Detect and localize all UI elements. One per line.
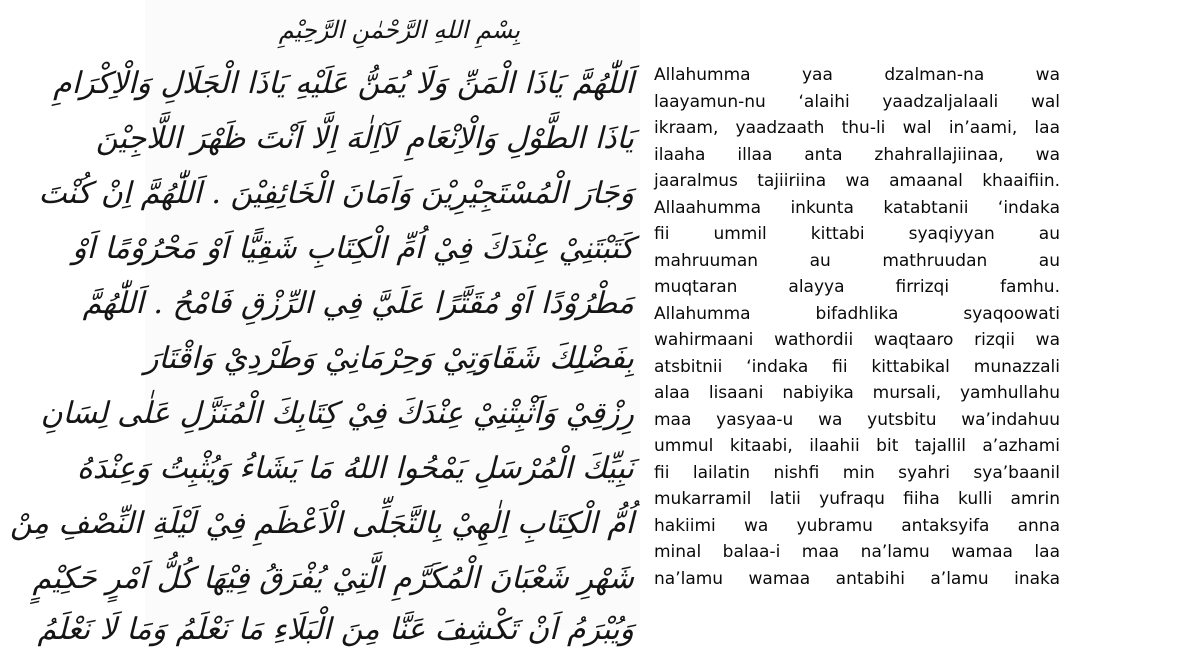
translit-line-10: Allahumma bifadhlika syaqoowati: [654, 303, 1060, 324]
arabic-line-8: نَبِيِّكَ الْمُرْسَلِ يَمْحُوا اللهُ مَا يَشَاءُ وَيُثْبِتُ وَعِنْدَهُ: [77, 451, 634, 486]
translit-line-12: atsbitnii ‘indaka fii kittabikal munazzali: [654, 356, 1060, 377]
arabic-line-2: يَاذَا الطَّوْلِ وَالْاِنْعَامِ لَآاِلٰهَ اِلَّا اَنْتَ ظَهْرَ اللَّاجِيْنَ: [95, 121, 634, 156]
arabic-line-7: رِزْقِيْ وَاَثْبِتْنِيْ عِنْدَكَ فِيْ كِتَابِكَ الْمُنَزَّلِ عَلٰى لِسَانِ: [40, 396, 634, 431]
translit-line-14: maa yasyaa-u wa yutsbitu wa’indahuu: [654, 409, 1060, 430]
arabic-prayer-scan: [10, 0, 640, 647]
arabic-line-5: مَطْرُوْدًا اَوْ مُقَتَّرًا عَلَيَّ فِي الرِّزْقِ فَامْحُ . اَللّٰهُمَّ: [82, 286, 634, 321]
translit-line-16: fii lailatin nishfi min syahri sya’baanil: [654, 462, 1060, 483]
basmala-heading: بِسْمِ اللهِ الرَّحْمٰنِ الرَّحِيْمِ: [278, 16, 520, 44]
translit-line-3: ikraam, yaadzaath thu-li wal in’aami, laa: [654, 118, 1060, 138]
translit-line-18: hakiimi wa yubramu antaksyifa anna: [654, 515, 1060, 536]
translit-line-7: fii ummil kittabi syaqiyyan au: [654, 224, 1060, 244]
translit-line-1: Allahumma yaa dzalman-na wa: [654, 65, 1060, 85]
translit-line-15: ummul kitaabi, ilaahii bit tajallil a’azhami: [654, 436, 1060, 456]
translit-line-4: ilaaha illaa anta zhahrallajiinaa, wa: [654, 144, 1060, 165]
translit-line-2: laayamun-nu ‘alaihi yaadzaljalaali wal: [654, 91, 1060, 112]
arabic-line-10: شَهْرِ شَعْبَانَ الْمُكَرَّمِ الَّتِيْ يُفْرَقُ فِيْهَا كُلُّ اَمْرٍ حَكِيْمٍ: [32, 561, 634, 596]
arabic-line-4: كَتَبْتَنِيْ عِنْدَكَ فِيْ اُمِّ الْكِتَابِ شَقِيًّا اَوْ مَحْرُوْمًا اَوْ: [72, 231, 634, 266]
arabic-line-1: اَللّٰهُمَّ يَاذَا الْمَنِّ وَلَا يُمَنُّ عَلَيْهِ يَاذَا الْجَلَالِ وَالْاِكْرَامِ: [53, 66, 634, 101]
translit-line-9: muqtaran alayya firrizqi famhu.: [654, 277, 1060, 297]
translit-line-13: alaa lisaani nabiyika mursali, yamhullahu: [654, 383, 1060, 403]
arabic-line-3: وَجَارَ الْمُسْتَجِيْرِيْنَ وَاَمَانَ الْخَائِفِيْنَ . اَللّٰهُمَّ اِنْ كُنْتَ: [38, 176, 634, 211]
arabic-line-6: بِفَضْلِكَ شَقَاوَتِيْ وَحِرْمَانِيْ وَطَرْدِيْ وَاقْتَارَ: [144, 341, 634, 376]
translit-line-8: mahruuman au mathruudan au: [654, 250, 1060, 271]
arabic-line-9: اُمُّ الْكِتَابِ اِلٰهِيْ بِالتَّجَلِّى الْاَعْظَمِ فِيْ لَيْلَةِ النِّصْفِ مِنْ: [10, 506, 634, 541]
translit-line-11: wahirmaani wathordii waqtaaro rizqii wa: [654, 330, 1060, 350]
translit-line-20: na’lamu wamaa antabihi a’lamu inaka: [654, 568, 1060, 589]
translit-line-17: mukarramil latii yufraqu fiiha kulli amrin: [654, 489, 1060, 509]
translit-line-19: minal balaa-i maa na’lamu wamaa laa: [654, 542, 1060, 562]
transliteration-text: [654, 62, 1060, 592]
arabic-line-11: وَيُبْرَمُ اَنْ تَكْشِفَ عَنَّا مِنَ الْبَلَاءِ مَا نَعْلَمُ وَمَا لَا نَعْلَمُ: [37, 612, 634, 647]
translit-line-6: Allaahumma inkunta katabtanii ‘indaka: [654, 197, 1060, 218]
translit-line-5: jaaralmus tajiiriina wa amaanal khaaifiin.: [654, 171, 1060, 191]
